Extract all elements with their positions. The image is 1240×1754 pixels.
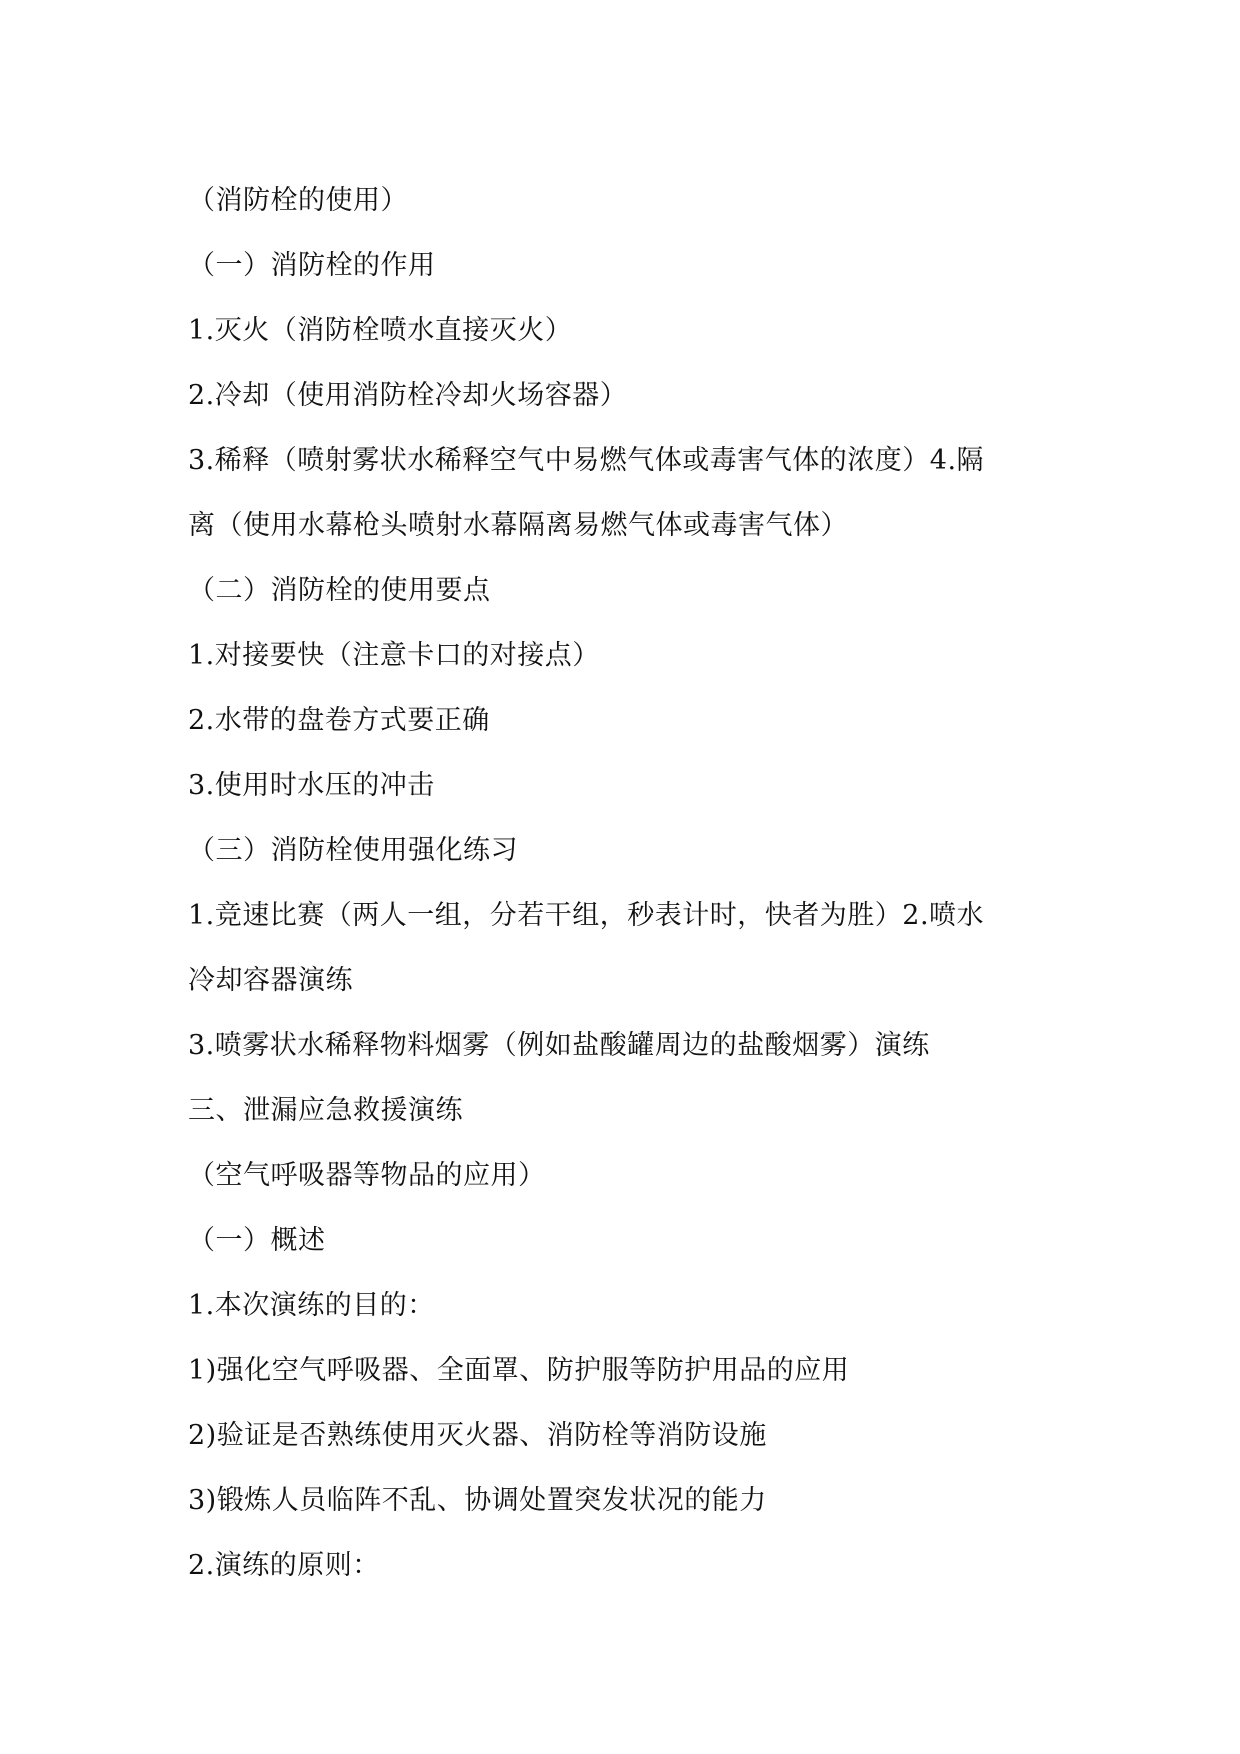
list-item: 3.稀释（喷射雾状水稀释空气中易燃气体或毒害气体的浓度）4.隔 bbox=[188, 445, 985, 476]
list-item: 1.本次演练的目的： bbox=[188, 1290, 435, 1321]
heading-usage-points: （二）消防栓的使用要点 bbox=[188, 575, 491, 606]
heading-practice: （三）消防栓使用强化练习 bbox=[188, 835, 518, 866]
section-subtitle: （空气呼吸器等物品的应用） bbox=[188, 1160, 546, 1191]
list-item-continuation: 离（使用水幕枪头喷射水幕隔离易燃气体或毒害气体） bbox=[188, 510, 848, 541]
list-item: 2.水带的盘卷方式要正确 bbox=[188, 705, 490, 736]
sub-list-item: 1)强化空气呼吸器、全面罩、防护服等防护用品的应用 bbox=[188, 1355, 850, 1386]
sub-list-item: 2)验证是否熟练使用灭火器、消防栓等消防设施 bbox=[188, 1420, 767, 1451]
list-item-continuation: 冷却容器演练 bbox=[188, 965, 353, 996]
list-item: 3.使用时水压的冲击 bbox=[188, 770, 435, 801]
heading-overview: （一）概述 bbox=[188, 1225, 326, 1256]
list-item: 1.灭火（消防栓喷水直接灭火） bbox=[188, 315, 573, 346]
list-item: 1.竞速比赛（两人一组，分若干组，秒表计时，快者为胜）2.喷水 bbox=[188, 900, 985, 931]
heading-fire-hydrant-function: （一）消防栓的作用 bbox=[188, 250, 436, 281]
sub-list-item: 3)锻炼人员临阵不乱、协调处置突发状况的能力 bbox=[188, 1485, 767, 1516]
section-heading-leak-drill: 三、泄漏应急救援演练 bbox=[188, 1095, 463, 1126]
list-item: 3.喷雾状水稀释物料烟雾（例如盐酸罐周边的盐酸烟雾）演练 bbox=[188, 1030, 930, 1061]
list-item: 2.冷却（使用消防栓冷却火场容器） bbox=[188, 380, 628, 411]
section-subtitle: （消防栓的使用） bbox=[188, 185, 408, 216]
document-body bbox=[188, 168, 1068, 1598]
list-item: 2.演练的原则： bbox=[188, 1550, 380, 1581]
list-item: 1.对接要快（注意卡口的对接点） bbox=[188, 640, 600, 671]
